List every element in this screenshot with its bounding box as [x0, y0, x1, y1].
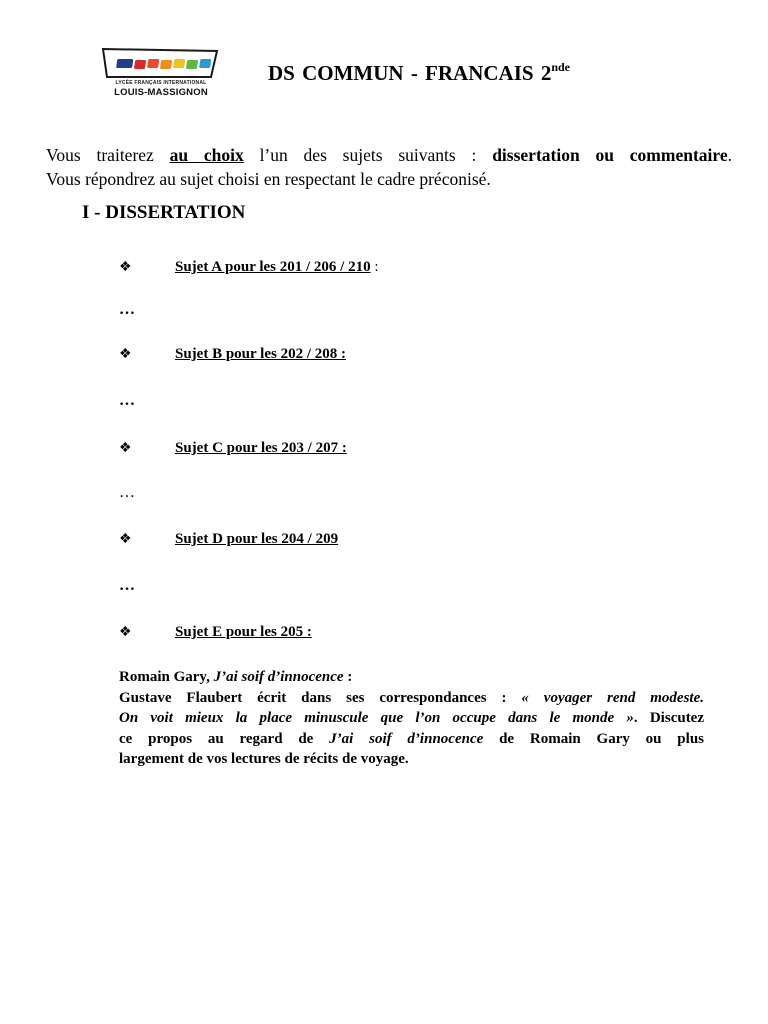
work-title: J’ai soif d’innocence [329, 730, 484, 747]
diamond-bullet-icon: ❖ [119, 532, 132, 547]
subject-e-line-1: Gustave Flaubert écrit dans ses correspondances : « voyager rend modeste. [119, 689, 704, 706]
title-superscript: nde [551, 60, 571, 74]
section-title: I - DISSERTATION [82, 202, 246, 223]
quote-part-2: On voit mieux la place minuscule que l’on occupe dans le monde » [119, 710, 634, 726]
subject-label: Sujet A pour les 201 / 206 / 210 [175, 259, 371, 275]
logo-color-bar [116, 59, 133, 68]
ellipsis: … [119, 484, 135, 501]
subject-label: Sujet B pour les 202 / 208 : [175, 346, 346, 362]
logo-color-bar [173, 59, 185, 68]
diamond-bullet-icon: ❖ [119, 441, 132, 456]
diamond-bullet-icon: ❖ [119, 260, 132, 275]
logo-color-bar [147, 59, 159, 68]
emphasis-au-choix: au choix [169, 145, 244, 165]
page-title: DS COMMUN - FRANCAIS 2nde [268, 60, 571, 85]
work-title: J’ai soif d’innocence [213, 669, 344, 685]
subject-e-line-3: ce propos au regard de J’ai soif d’innocence de Romain Gary ou plus [119, 730, 704, 747]
logo-school-name: LOUIS-MASSIGNON [114, 87, 208, 98]
subject-c [119, 440, 347, 457]
instruction-line-1: Vous traiterez au choix l’un des sujets suivants : dissertation ou commentaire. [46, 145, 732, 165]
emphasis-types: dissertation ou commentaire [492, 145, 728, 165]
subject-e-heading: Romain Gary, J’ai soif d’innocence : [119, 669, 353, 685]
subject-d [119, 531, 338, 548]
subject-e-line-4: largement de vos lectures de récits de voyage. [119, 751, 409, 767]
ellipsis: … [119, 301, 135, 318]
logo-color-bar [199, 59, 211, 68]
logo-color-bar [134, 60, 146, 69]
logo-book-icon [97, 47, 225, 81]
diamond-bullet-icon: ❖ [119, 625, 132, 640]
subject-a: ❖ Sujet A pour les 201 / 206 / 210 : [119, 259, 379, 275]
subject-e-text [119, 667, 704, 770]
instruction-line-2: Vous répondrez au sujet choisi en respectant le cadre préconisé. [46, 169, 491, 189]
ellipsis: … [119, 392, 135, 409]
logo-color-bar [160, 60, 172, 69]
ellipsis: … [119, 577, 135, 594]
quote-part-1: « voyager rend modeste. [521, 689, 704, 706]
subject-e-line-2: On voit mieux la place minuscule que l’on occupe dans le monde ». Discutez [119, 710, 705, 726]
instructions [46, 143, 732, 191]
school-logo [97, 47, 225, 99]
subject-label: Sujet D pour les 204 / 209 [175, 531, 339, 547]
subject-label: Sujet E pour les 205 : [175, 624, 312, 640]
subject-b [119, 346, 346, 363]
logo-color-bar [186, 60, 198, 69]
subject-e [119, 624, 312, 641]
diamond-bullet-icon: ❖ [119, 347, 132, 362]
logo-subtitle: LYCÉE FRANÇAIS INTERNATIONAL [115, 80, 207, 86]
subject-label: Sujet C pour les 203 / 207 : [175, 440, 347, 456]
